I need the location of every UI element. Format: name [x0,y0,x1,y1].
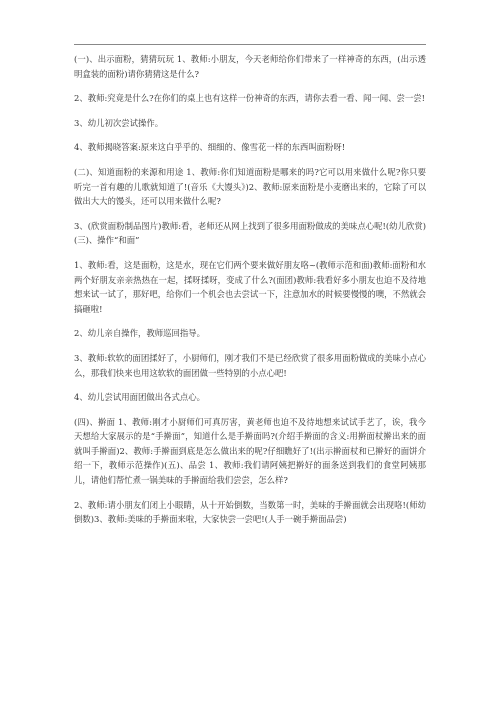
paragraph-1: (一)、出示面粉，猜猜玩玩 1、教师:小朋友，今天老师给你们带来了一样神奇的东西，(出示透明盒装的面粉)请你猜猜这是什么? [74,54,426,79]
paragraph-5: (二)、知道面粉的来源和用途 1、教师:你们知道面粉是哪来的吗?它可以用来做什么呢?你只要听完一首有趣的儿歌就知道了!(音乐《大馒头》)2、教师:原来面粉是小麦磨出来的，它除了可以做出大大的馒头，还可以用来做什么呢? [74,166,426,207]
paragraph-10: 4、幼儿尝试用面团做出各式点心。 [74,392,205,403]
paragraph-6: 3、(欣赏面粉制品图片)教师:看，老师还从网上找到了很多用面粉做成的美味点心呢!(幼儿欣赏)(三)、操作“和面” [74,220,426,246]
paragraph-11: (四)、擀面 1、教师:刚才小厨师们可真厉害，黄老师也迫不及待地想来试试手艺了，诶，我今天想给大家展示的是“手擀面”，知道什么是手擀面吗?(介绍手擀面的含义:用擀面杖擀出来的面就叫手擀面)2、教师:手擀面到底是怎么做出来的呢?仔细瞧好了!(出示擀面杖和已擀好的面饼介绍一下，教师示范操作)(五)、品尝 1、教师:我们请阿姨把擀好的面条送到我们的食堂阿姨那儿，请他们帮忙煮一锅美味的手擀面给我们尝尝，怎么样? [74,416,426,486]
paragraph-2: 2、教师:究竟是什么?在你们的桌上也有这样一份神奇的东西，请你去看一看、闻一闻、尝一尝! [74,93,426,104]
paragraph-9: 3、教师:软软的面团揉好了，小厨师们，刚才我们不是已经欣赏了很多用面粉做成的美味小点心么，那我们快来也用这软软的面团做一些特别的小点心吧! [74,352,426,378]
paragraph-4: 4、教师揭晓答案:原来这白乎乎的、细细的、像雪花一样的东西叫面粉呀! [74,142,346,153]
paragraph-8: 2、幼儿亲自操作，教师巡回指导。 [74,328,205,339]
document-body [74,52,426,537]
header-rule [74,44,426,45]
paragraph-12: 2、教师:请小朋友们闭上小眼睛，从十开始倒数，当数第一时，美味的手擀面就会出现咯!(师幼倒数)3、教师:美味的手擀面来啦，大家快尝一尝吧!(人手一碗手擀面品尝) [74,499,426,525]
paragraph-7: 1、教师:看，这是面粉，这是水，现在它们两个要来做好朋友咯~(教师示范和面)教师:面粉和水两个好朋友亲亲热热在一起，揉呀揉呀，变成了什么?(面团)教师:我看好多小朋友也迫不及待地想来试一试了，那好吧，给你们一个机会也去尝试一下，注意加水的时候要慢慢的噢，不然就会搞砸啦! [74,259,426,314]
paragraph-3: 3、幼儿初次尝试操作。 [74,117,164,128]
